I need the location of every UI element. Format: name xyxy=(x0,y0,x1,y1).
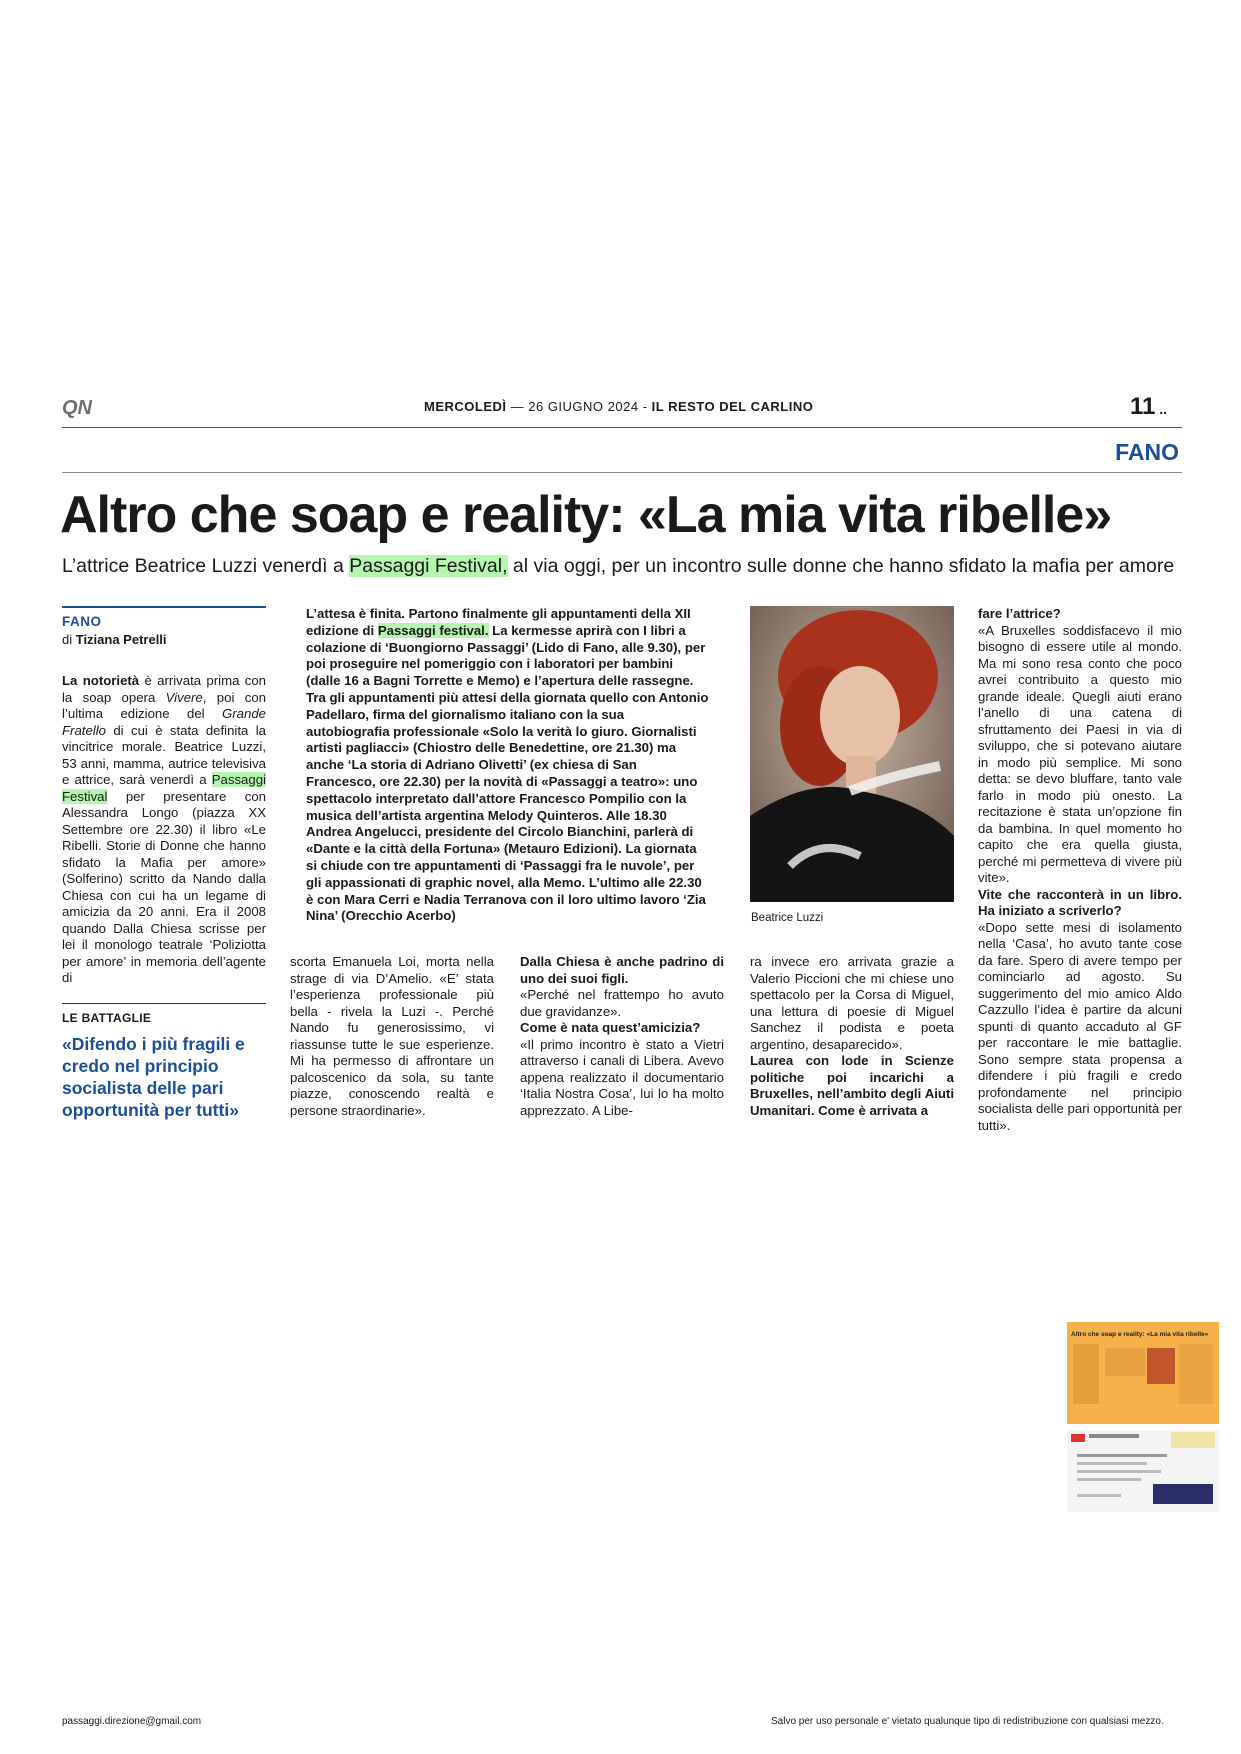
qn-logo xyxy=(62,396,108,418)
svg-text:QN: QN xyxy=(62,397,92,418)
page-thumbnail xyxy=(1067,1322,1219,1512)
question: Dalla Chiesa è anche padrino di uno dei suoi figli. xyxy=(520,954,724,986)
author-name: Tiziana Petrelli xyxy=(75,632,167,647)
article-column-1: La notorietà è arrivata prima con la soap opera Vivere, poi con l’ultima edizione del Grande Fratello di cui è stata definita la vincitrice morale. Beatrice Luzzi, 53 anni, mamma, autrice televisiva e attrice, sarà venerdì a Passaggi Festival per presentare con Alessandra Longo (piazza XX Settembre ore 22.30) il libro «Le Ribelli. Storie di Donne che hanno sfidato la Mafia per amore» (Solferino) scritto da Nando dalla Chiesa con cui ha un legame di amicizia da 20 anni. Era il 2008 quando Dalla Chiesa scrisse per lei il monologo teatrale ‘Poliziotta per amore’ in memoria dell’agente di xyxy=(62,673,267,985)
footer-email: passaggi.direzione@gmail.com xyxy=(62,1716,202,1727)
sidebar-label: LE BATTAGLIE xyxy=(62,1011,152,1025)
byline: di Tiziana Petrelli xyxy=(62,632,167,647)
article-column-2: scorta Emanuela Loi, morta nella strage di via D’Amelio. «E’ stata l’esperienza professionale più bella - rivela la Luzi -. Perché Nando fu generosissimo, vi riassunse tutte le sue esperienze. Mi ha permesso di affrontare un palcoscenico da sola, su tante piazze, conoscendo realtà e persone straordinarie». xyxy=(290,954,494,1118)
article-column-5: fare l’attrice? «A Bruxelles soddisfacevo il mio bisogno di essere utile al mondo. Ma mi sono resa conto che poco avrei contribuito a questo mio grande ideale. Quegli aiuti erano l’anello di una catena di sfruttamento dei Paesi in via di sviluppo, che si potevano aiutare in modo più semplice. Mi sono detta: se devo bluffare, tanto vale farlo in modo più onesto. La recitazione è stata un’opzione fin da bambina. In quel momento ho capito che era quella giusta, perché mi permetteva di vivere più vite». Vite che racconterà in un libro. Ha iniziato a scriverlo? «Dopo sette mesi di isolamento nella ‘Casa’, ho avuto tante cose da fare. Spero di avere tempo per cominciarlo ad agosto. Su suggerimento del mio amico Aldo Cazzullo l’idea è partire da alcuni spunti di quanto accaduto al GF per raccontare le mie battaglie. Sono sempre stata propensa a difendere i più fragili e credo profondamente nel principio socialista delle pari opportunità per tutti». xyxy=(978,606,1182,1133)
masthead-date: 26 GIUGNO 2024 xyxy=(528,399,639,414)
article-column-3: Dalla Chiesa è anche padrino di uno dei suoi figli. «Perché nel frattempo ho avuto due gravidanze». Come è nata quest’amicizia? «Il primo incontro è stato a Vietri attraverso i canali di Libera. Avevo appena realizzato il documentario ‘Italia Nostra Cosa’, lui lo ha molto apprezzato. A Libe- xyxy=(520,954,724,1118)
question: Vite che racconterà in un libro. Ha iniziato a scriverlo? xyxy=(978,886,1182,918)
question: Laurea con lode in Scienze politiche poi incarichi a Bruxelles, nell’ambito degli Aiuti Umanitari. Come è arrivata a xyxy=(750,1053,954,1118)
masthead-day: MERCOLEDÌ xyxy=(424,399,507,414)
kicker: FANO xyxy=(62,614,102,629)
portrait-photo xyxy=(750,606,954,902)
headline: Altro che soap e reality: «La mia vita ribelle» xyxy=(60,486,1112,544)
section-rule xyxy=(62,472,1182,473)
festival-box: L’attesa è finita. Partono finalmente gli appuntamenti della XII edizione di Passaggi festival. La kermesse aprirà con I libri a colazione di ‘Buongiorno Passaggi’ (Lido di Fano, alle 9.30), per poi proseguire nel pomeriggio con i laboratori per bambini (dalle 16 a Bagni Torrette e Memo) e l’apertura delle rassegne. Tra gli appuntamenti più attesi della giornata quello con Antonio Padellaro, firma del giornalismo italiano con la sua autobiografia professionale «Solo la verità lo giuro. Giornalisti artisti pagliacci» (Chiostro delle Benedettine, ore 21.30) ma anche ‘La storia di Adriano Olivetti’ (ex chiesa di San Francesco, ore 22.30) per la novità di «Passaggi a teatro»: uno spettacolo interpretato dall’attore Francesco Pompilio con la musica dell’artista argentina Melody Quinteros. Alle 18.30 Andrea Angelucci, presidente del Circolo Bianchini, parlerà di «Dante e la città della Fortuna» (Metauro Edizioni). La giornata si chiude con tre appuntamenti di ‘Passaggi fra le nuvole’, per gli appassionati di graphic novel, alla Memo. L’ultimo alle 22.30 è con Mara Cerri e Nadia Terranova con il loro ultimo lavoro ‘Zia Nina’ (Orecchio Acerbo) xyxy=(306,606,709,924)
pull-quote: «Difendo i più fragili e credo nel principio socialista delle pari opportunità per tutti» xyxy=(62,1034,245,1120)
masthead-paper: IL RESTO DEL CARLINO xyxy=(651,399,814,414)
festival-highlight: Passaggi Festival, xyxy=(349,555,508,577)
masthead-rule xyxy=(62,427,1182,428)
question: fare l’attrice? xyxy=(978,606,1061,621)
article-column-4: ra invece ero arrivata grazie a Valerio Piccioni che mi chiese uno spettacolo per la Corsa di Miguel, una lettura di poesie di Miguel Sanchez il podista e poeta argentino, desaparecido». Laurea con lode in Scienze politiche poi incarichi a Bruxelles, nell’ambito degli Aiuti Umanitari. Come è arrivata a xyxy=(750,954,954,1118)
column-rule xyxy=(62,606,266,608)
photo-caption: Beatrice Luzzi xyxy=(751,912,824,924)
thumbnail-headline: Altro che soap e reality: «La mia vita ribelle» xyxy=(1071,1331,1209,1338)
subheadline: L’attrice Beatrice Luzzi venerdì a Passaggi Festival, al via oggi, per un incontro sulle donne che hanno sfidato la mafia per amore xyxy=(62,555,1175,577)
masthead-dateline: MERCOLEDÌ — 26 GIUGNO 2024 - IL RESTO DEL CARLINO xyxy=(424,399,814,414)
page-number: 11 .. xyxy=(1130,393,1168,420)
section-label: FANO xyxy=(1115,439,1179,465)
question: Come è nata quest’amicizia? xyxy=(520,1020,701,1035)
footer-notice: Salvo per uso personale e' vietato qualunque tipo di redistribuzione con qualsiasi mezzo. xyxy=(771,1716,1164,1727)
sidebar-rule xyxy=(62,1003,266,1004)
